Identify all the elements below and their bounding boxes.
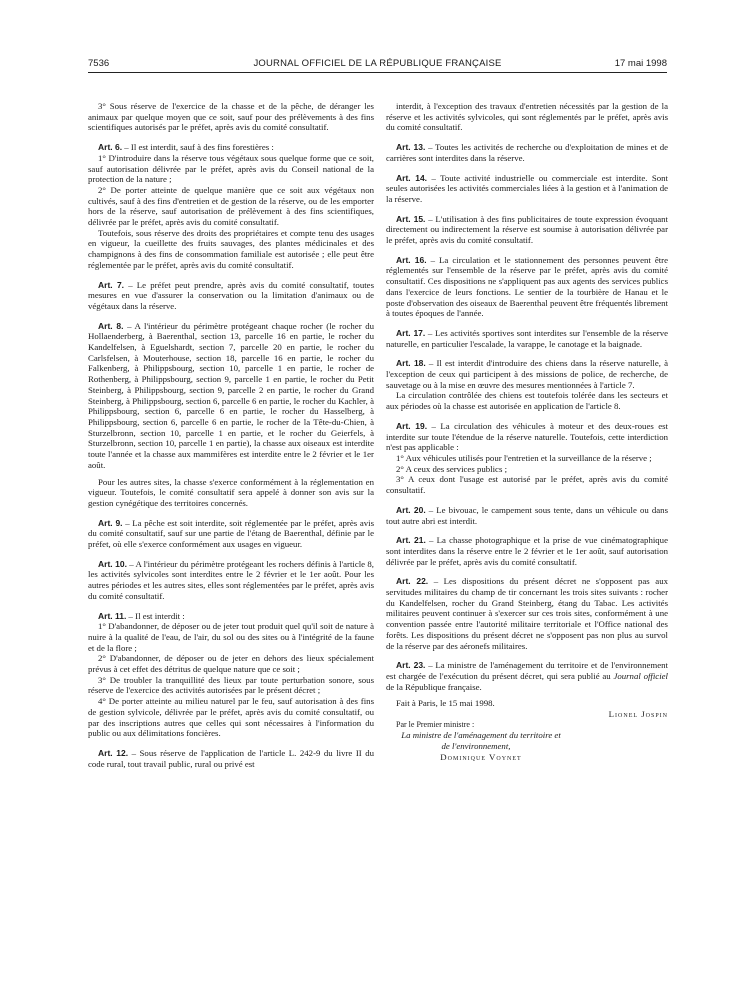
- article-label: Art. 19.: [396, 420, 428, 431]
- paragraph: [386, 101, 668, 133]
- article-label: Art. 14.: [396, 172, 428, 183]
- journal-title: JOURNAL OFFICIEL DE LA RÉPUBLIQUE FRANÇAISE: [253, 58, 502, 69]
- paragraph-text: 4° De porter atteinte au milieu naturel par le feu, sauf autorisation à des fins de gestion sylvicole, délivrée par le préfet, après avis du comité consultatif, ou par des inscriptions autres que celles qui sont nécessaires à l'information du public ou aux délimitations foncières.: [88, 696, 374, 739]
- article-label: Art. 20.: [396, 504, 426, 515]
- paragraph: [88, 477, 374, 509]
- paragraph: [88, 228, 374, 271]
- article-label: Art. 10.: [98, 558, 127, 569]
- page-number: 7536: [88, 58, 110, 69]
- article-15: [386, 214, 668, 246]
- paragraph-text: – Sous réserve de l'application de l'article L. 242-9 du livre II du code rural, tout travail public, rural ou privé est: [88, 747, 374, 769]
- paragraph-text: – L'utilisation à des fins publicitaires de toute expression évoquant directement ou indirectement la réserve est soumise à autorisation délivrée par le préfet, après avis du comité consultatif.: [386, 213, 668, 246]
- paragraph: [386, 390, 668, 411]
- paragraph-text: Toutefois, sous réserve des droits des propriétaires et compte tenu des usages en vigueur, la cueillette des fruits sauvages, des plantes médicinales et des champignons à des fins de consommation familiale est autorisée ; elle peut être réglementée par le préfet, après avis du comité consultatif.: [88, 227, 374, 270]
- paragraph-text: – Les activités sportives sont interdites sur l'ensemble de la réserve naturelle, en particulier l'escalade, la varappe, le canotage et la baignade.: [386, 327, 668, 349]
- article-label: Art. 15.: [396, 213, 426, 224]
- article-label: Art. 6.: [98, 142, 123, 153]
- paragraph-text: Pour les autres sites, la chasse s'exerce conformément à la réglementation en vigueur. Toutefois, le comité consultatif sera appelé à donner son avis sur la gestion cynégétique des territoires concernés.: [88, 476, 374, 508]
- paragraph-text: – La circulation et le stationnement des personnes peuvent être réglementés sur l'ensemble de la réserve par le préfet, après avis du comité consultatif. Ces dispositions ne s'appliquent pas aux agents des services publics dans l'exercice de leurs fonctions. Le sentier de la tourbière de Hanau et le poste d'observation des oiseaux de Baerenthal peuvent être fréquentés librement à toutes époques de l'année.: [386, 254, 669, 319]
- right-articles: [386, 101, 668, 692]
- paragraph-text: – La chasse photographique et la prise de vue cinématographique sont interdites dans la réserve entre le 2 février et le 1er août, sauf autorisation délivrée par le préfet, après avis du comité consultatif.: [386, 535, 668, 567]
- paragraph: [386, 464, 668, 475]
- paragraph-text: interdit, à l'exception des travaux d'entretien nécessités par la gestion de la réserve et les activités sylvicoles, qui sont réglementés par le préfet, après avis du comité consultatif.: [386, 101, 668, 133]
- minister-signature: Dominique Voynet: [440, 751, 522, 762]
- paragraph-text: – Le préfet peut prendre, après avis du comité consultatif, toutes mesures en vue d'assurer la conservation ou la limitation d'animaux ou de végétaux dans la réserve.: [88, 279, 375, 311]
- left-column: [88, 101, 374, 769]
- paragraph: [88, 185, 374, 228]
- paragraph: [386, 453, 668, 464]
- paragraph-text: 3° De troubler la tranquillité des lieux par toute perturbation sonore, sous réserve de l'exercice des activités autorisées par le présent décret ;: [88, 674, 374, 696]
- article-17: [386, 328, 668, 349]
- article-label: Art. 7.: [98, 279, 125, 290]
- article-label: Art. 18.: [396, 358, 426, 369]
- right-column: [386, 101, 668, 763]
- header-rule: [88, 72, 667, 73]
- article-14: [386, 173, 668, 205]
- paragraph-text: – La pêche est soit interdite, soit réglementée par le préfet, après avis du comité consultatif, sauf sur une partie de l'étang de Baerenthal, définie par le préfet, où elle s'exerce conformément aux usages en vigueur.: [88, 517, 375, 550]
- paragraph: [88, 653, 374, 674]
- minister-title: La ministre de l'aménagement du territoire et de l'environnement,: [401, 730, 561, 752]
- paragraph-text: La circulation contrôlée des chiens est toutefois tolérée dans les secteurs et aux périodes où la chasse est autorisée en application de l'article 8.: [386, 390, 668, 412]
- paragraph-text: – La ministre de l'aménagement du territoire et de l'environnement est chargée de l'exécution du présent décret, qui sera publié au: [386, 660, 668, 681]
- paragraph-text: 2° A ceux des services publics ;: [396, 463, 508, 474]
- paragraph-text: 1° Aux véhicules utilisés pour l'entretien et la surveillance de la réserve ;: [396, 452, 652, 463]
- article-label: Art. 22.: [396, 576, 429, 587]
- article-label: Art. 13.: [396, 142, 426, 153]
- paragraph-text: 3° A ceux dont l'usage est autorisé par le préfet, après avis du comité consultatif.: [386, 474, 668, 496]
- paragraph-text: 1° D'introduire dans la réserve tous végétaux sous quelque forme que ce soit, sauf autorisation délivrée par le préfet, après avis du Conseil national de la protection de la nature ;: [88, 152, 374, 185]
- article-8: [88, 321, 374, 471]
- article-label: Art. 12.: [98, 747, 129, 758]
- article-label: Art. 9.: [98, 517, 123, 528]
- article-10: [88, 559, 374, 602]
- article-6: [88, 142, 374, 153]
- place-date: Fait à Paris, le 15 mai 1998.: [396, 698, 495, 709]
- paragraph-text: 2° D'abandonner, de déposer ou de jeter en dehors des lieux spécialement prévus à cet effet des détritus de quelque nature que ce soit ;: [88, 653, 374, 675]
- paragraph: [88, 621, 374, 653]
- paragraph-text: 2° De porter atteinte de quelque manière que ce soit aux végétaux non cultivés, sauf à des fins d'entretien et de gestion de la réserve, ou de les emporter hors de la réserve, sauf autorisation de prélèvement à des fins scientifiques, délivrée par le préfet, après avis du comité consultatif.: [88, 184, 374, 228]
- running-header: [88, 56, 667, 72]
- article-7: [88, 280, 374, 312]
- article-11: [88, 611, 374, 622]
- journal-officiel-italic: Journal officiel: [613, 670, 668, 681]
- article-20: [386, 505, 668, 526]
- article-9: [88, 518, 374, 550]
- article-label: Art. 11.: [98, 610, 127, 621]
- article-21: [386, 535, 668, 567]
- paragraph: [88, 101, 374, 133]
- article-label: Art. 16.: [396, 254, 427, 265]
- paragraph-text: 1° D'abandonner, de déposer ou de jeter tout produit quel qu'il soit de nature à nuire à la qualité de l'eau, de l'air, du sol ou des sites ou à l'intégrité de la faune et de la flore ;: [88, 621, 374, 653]
- article-label: Art. 8.: [98, 320, 124, 331]
- prime-minister-signature: Lionel Jospin: [608, 709, 668, 720]
- paragraph: [88, 696, 374, 739]
- paragraph: [88, 153, 374, 185]
- issue-date: 17 mai 1998: [614, 58, 667, 69]
- paragraph: [386, 474, 668, 495]
- article-22: [386, 576, 668, 651]
- paragraph-text: – Le bivouac, le campement sous tente, dans un véhicule ou dans tout autre abri est interdit.: [386, 504, 668, 526]
- paragraph: [88, 675, 374, 696]
- article-label: Art. 17.: [396, 327, 426, 338]
- article-23: [386, 660, 668, 692]
- paragraph-text: – Les dispositions du présent décret ne s'opposent pas aux servitudes militaires du champ de tir concernant les trois sites suivants : rocher du Kandelfelsen, rocher du Grand Steinberg, étang du Tabac. Les activités militaires peuvent continuer à s'exercer sur ces trois sites, conformément à une convention passée entre l'autorité militaire territoriale et l'Office national des forêts. Les dispositions du présent décret ne s'opposent pas non plus au survol de la réserve par des aéronefs militaires.: [386, 576, 668, 651]
- paragraph-text: – Il est interdit :: [126, 610, 185, 621]
- paragraph-text: – La circulation des véhicules à moteur et des deux-roues est interdite sur toute l'étendue de la réserve naturelle. Toutefois, cette interdiction n'est pas applicable :: [386, 420, 668, 453]
- article-label: Art. 21.: [396, 535, 426, 546]
- paragraph-text: – Toutes les activités de recherche ou d'exploitation de mines et de carrières sont interdites dans la réserve.: [386, 142, 668, 163]
- paragraph-text: – Toute activité industrielle ou commerciale est interdite. Sont seules autorisées les activités commerciales liées à la gestion et à l'animation de la réserve.: [386, 172, 668, 204]
- article-13: [386, 142, 668, 163]
- after-journal-text: de la République française.: [386, 681, 482, 692]
- article-12: [88, 748, 374, 769]
- article-19: [386, 421, 668, 453]
- article-18: [386, 358, 668, 390]
- paragraph-text: 3° Sous réserve de l'exercice de la chasse et de la pêche, de déranger les animaux par quelque moyen que ce soit, sauf pour des prélèvements à des fins scientifiques autorisés par le préfet, après avis du comité consultatif.: [88, 101, 374, 133]
- by-prime-minister: Par le Premier ministre :: [396, 719, 475, 729]
- article-16: [386, 255, 668, 319]
- paragraph-text: – Il est interdit, sauf à des fins forestières :: [122, 142, 274, 153]
- article-label: Art. 23.: [396, 660, 426, 671]
- paragraph-text: – Il est interdit d'introduire des chiens dans la réserve naturelle, à l'exception de ceux qui participent à des missions de police, de recherche, de sauvetage ou à la mise en œuvre des mesures mentionnées à l'article 7.: [386, 358, 668, 390]
- paragraph-text: – A l'intérieur du périmètre protégeant chaque rocher (le rocher du Hollaenderberg, à Baerenthal, section 13, parcelle 16 en partie, le rocher du Kandelfelsen, à Eguelshardt, section 7, parcelle 20 en partie, le rocher du Carlsfelsen, à Mouterhouse, section 18, parcelle 16 en partie, le rocher du Falkenberg, à Philippsbourg, section 10, parcelle 1 en partie, le rocher de Rothenberg, à Philippsbourg, section 9, parcelle 1 en partie, le rocher du Petit Steinberg, à Philippsbourg, section 9, parcelle 2 en partie, le rocher du Grand Steinberg, à Philippsbourg, section 6, parcelle 6 en partie, le rocher du Kachler, à Philippsbourg, section 6, parcelle 6 en partie, le rocher du Hasselberg, à Philippsbourg, section 6, parcelle 6 en partie, le rocher de la Tête-du-Chien, à Sturzelbronn, section 10, parcelle 1 en partie, et le rocher du Geierfels, à Sturzelbronn, section 10, parcelle 1 en partie), la chasse aux oiseaux est interdite toute l'année et la chasse aux mammifères est interdite entre le 2 février et le 1er août.: [88, 320, 375, 470]
- paragraph-text: – A l'intérieur du périmètre protégeant les rochers définis à l'article 8, les activités sylvicoles sont interdites entre le 2 février et le 1er août. Pour les autres périodes et les autres sites, elles sont réglementées par le préfet, après avis du comité consultatif.: [88, 558, 374, 601]
